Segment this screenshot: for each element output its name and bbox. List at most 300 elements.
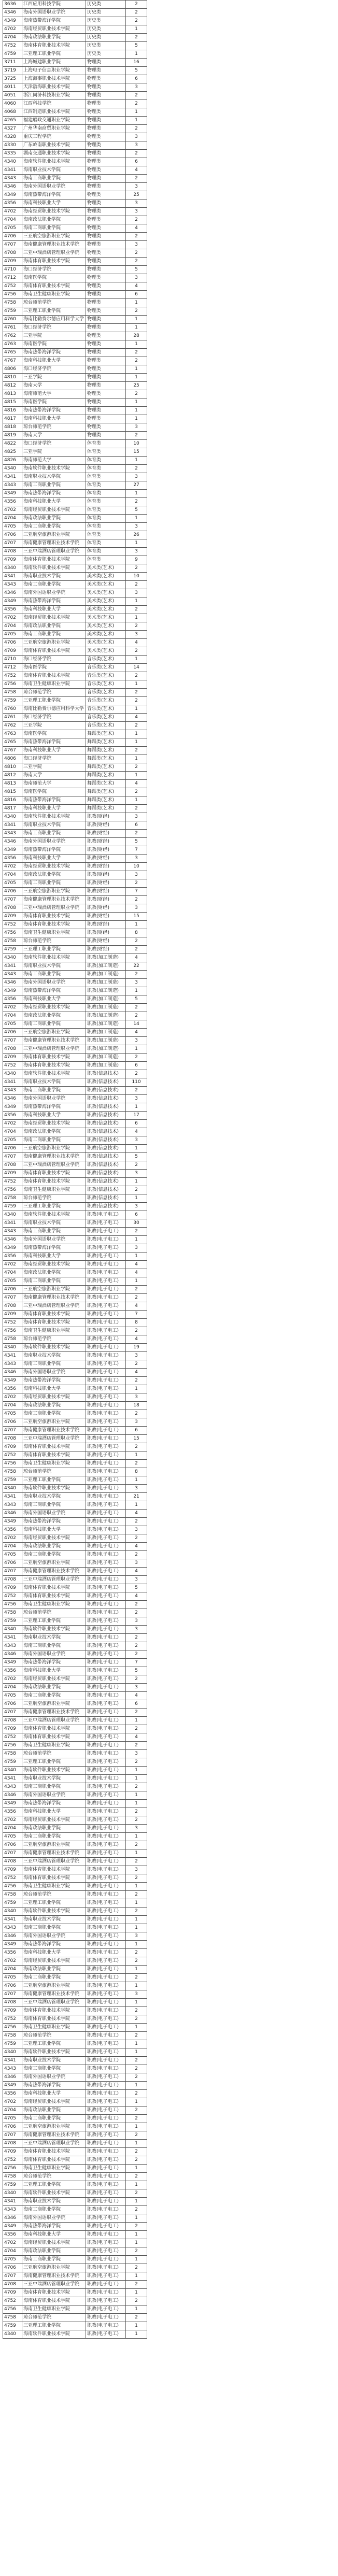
school-name-cell: 海南工商职业学院 bbox=[22, 1783, 86, 1791]
category-cell: 职教(电子电工) bbox=[86, 1269, 126, 1277]
school-name-cell: 三亚理工职业学院 bbox=[22, 1899, 86, 1908]
table-row bbox=[3, 689, 147, 697]
school-name-cell: 海南科技职业大学 bbox=[22, 357, 86, 365]
code-cell: 4340 bbox=[3, 1767, 22, 1775]
category-cell: 职教(电子电工) bbox=[86, 1443, 126, 1451]
plan-count-cell: 1 bbox=[126, 2272, 147, 2281]
table-row bbox=[3, 1916, 147, 1924]
table-row bbox=[3, 2156, 147, 2165]
category-cell: 职教(电子电工) bbox=[86, 1858, 126, 1866]
table-row bbox=[3, 656, 147, 664]
code-cell: 4812 bbox=[3, 382, 22, 390]
category-cell: 物理类 bbox=[86, 316, 126, 324]
category-cell: 舞蹈类(艺术) bbox=[86, 747, 126, 755]
code-cell: 4328 bbox=[3, 133, 22, 141]
code-cell: 4343 bbox=[3, 1783, 22, 1791]
code-cell: 4349 bbox=[3, 1377, 22, 1385]
code-cell: 4702 bbox=[3, 25, 22, 34]
code-cell: 4340 bbox=[3, 564, 22, 573]
school-name-cell: 琼台师范学院 bbox=[22, 2314, 86, 2322]
table-row bbox=[3, 697, 147, 705]
table-row bbox=[3, 2131, 147, 2140]
plan-count-cell: 2 bbox=[126, 2247, 147, 2256]
school-name-cell: 海南政法职业学院 bbox=[22, 216, 86, 224]
plan-count-cell: 2 bbox=[126, 1642, 147, 1650]
school-name-cell: 海南经贸职业技术学院 bbox=[22, 2098, 86, 2107]
code-cell: 4705 bbox=[3, 1410, 22, 1418]
school-name-cell: 海南工商职业学院 bbox=[22, 2256, 86, 2264]
code-cell: 4340 bbox=[3, 1908, 22, 1916]
table-row bbox=[3, 100, 147, 108]
category-cell: 职教(电子电工) bbox=[86, 2231, 126, 2239]
plan-count-cell: 1 bbox=[126, 374, 147, 382]
code-cell: 4356 bbox=[3, 855, 22, 863]
plan-count-cell: 10 bbox=[126, 440, 147, 448]
table-body bbox=[3, 1, 147, 2339]
code-cell: 4708 bbox=[3, 1999, 22, 2007]
code-cell: 4346 bbox=[3, 1095, 22, 1103]
plan-count-cell: 2 bbox=[126, 2189, 147, 2198]
code-cell: 4756 bbox=[3, 2305, 22, 2314]
category-cell: 职教(财经) bbox=[86, 838, 126, 846]
plan-count-cell: 4 bbox=[126, 224, 147, 233]
code-cell: 4341 bbox=[3, 573, 22, 581]
school-name-cell: 上海海事职业技术学院 bbox=[22, 75, 86, 83]
code-cell: 4706 bbox=[3, 1700, 22, 1709]
school-name-cell: 三亚中瑞酒店管理职业学院 bbox=[22, 548, 86, 556]
table-row bbox=[3, 1211, 147, 1219]
category-cell: 物理类 bbox=[86, 233, 126, 241]
school-name-cell: 海南体育职业技术学院 bbox=[22, 2289, 86, 2297]
school-name-cell: 海南科技职业大学 bbox=[22, 1526, 86, 1534]
table-row bbox=[3, 1592, 147, 1601]
category-cell: 职教(电子电工) bbox=[86, 2281, 126, 2289]
school-name-cell: 海南热带海洋学院 bbox=[22, 1800, 86, 1808]
table-row bbox=[3, 291, 147, 299]
table-row bbox=[3, 1601, 147, 1609]
plan-count-cell: 4 bbox=[126, 1261, 147, 1269]
code-cell: 4706 bbox=[3, 639, 22, 647]
plan-count-cell: 2 bbox=[126, 1891, 147, 1899]
table-row bbox=[3, 407, 147, 415]
code-cell: 4709 bbox=[3, 258, 22, 266]
school-name-cell: 海南工商职业学院 bbox=[22, 523, 86, 531]
plan-count-cell: 3 bbox=[126, 1932, 147, 1941]
category-cell: 体育类 bbox=[86, 539, 126, 548]
school-name-cell: 海南健康管理职业技术学院 bbox=[22, 1709, 86, 1717]
code-cell: 4825 bbox=[3, 448, 22, 457]
plan-count-cell: 1 bbox=[126, 2322, 147, 2330]
table-row bbox=[3, 772, 147, 780]
school-name-cell: 海南经贸职业技术学院 bbox=[22, 863, 86, 871]
table-row bbox=[3, 224, 147, 233]
school-name-cell: 海南政法职业学院 bbox=[22, 34, 86, 42]
category-cell: 职教(电子电工) bbox=[86, 1352, 126, 1360]
table-row bbox=[3, 125, 147, 133]
code-cell: 4343 bbox=[3, 971, 22, 979]
category-cell: 物理类 bbox=[86, 365, 126, 374]
table-row bbox=[3, 1145, 147, 1153]
table-row bbox=[3, 1526, 147, 1534]
school-name-cell: 海南软件职业技术学院 bbox=[22, 2048, 86, 2057]
table-row bbox=[3, 664, 147, 672]
plan-count-cell: 5 bbox=[126, 1667, 147, 1675]
school-name-cell: 海南科技职业大学 bbox=[22, 498, 86, 506]
plan-count-cell: 2 bbox=[126, 175, 147, 183]
category-cell: 职教(电子电工) bbox=[86, 1941, 126, 1949]
school-name-cell: 三亚理工职业学院 bbox=[22, 50, 86, 59]
school-name-cell: 海南热带海洋学院 bbox=[22, 1377, 86, 1385]
table-row bbox=[3, 2214, 147, 2223]
category-cell: 职教(电子电工) bbox=[86, 1675, 126, 1684]
category-cell: 舞蹈类(艺术) bbox=[86, 730, 126, 738]
code-cell: 4756 bbox=[3, 929, 22, 937]
plan-count-cell: 3 bbox=[126, 1526, 147, 1534]
plan-count-cell: 1 bbox=[126, 2289, 147, 2297]
category-cell: 职教(信息技术) bbox=[86, 1078, 126, 1087]
school-name-cell: 三亚航空旅游职业学院 bbox=[22, 639, 86, 647]
table-row bbox=[3, 995, 147, 1004]
plan-count-cell: 3 bbox=[126, 855, 147, 863]
category-cell: 历史类 bbox=[86, 17, 126, 25]
plan-count-cell: 2 bbox=[126, 1758, 147, 1767]
school-name-cell: 江西应用科技学院 bbox=[22, 1, 86, 9]
plan-count-cell: 2 bbox=[126, 2073, 147, 2082]
table-row bbox=[3, 1112, 147, 1120]
school-name-cell: 海南工商职业学院 bbox=[22, 1501, 86, 1510]
plan-count-cell: 26 bbox=[126, 531, 147, 539]
plan-count-cell: 16 bbox=[126, 59, 147, 67]
table-row bbox=[3, 921, 147, 929]
table-row bbox=[3, 1070, 147, 1078]
school-name-cell: 上海城建职业学院 bbox=[22, 59, 86, 67]
category-cell: 职教(电子电工) bbox=[86, 2189, 126, 2198]
category-cell: 职教(财经) bbox=[86, 896, 126, 904]
plan-count-cell: 4 bbox=[126, 1543, 147, 1551]
plan-count-cell: 1 bbox=[126, 407, 147, 415]
code-cell: 4752 bbox=[3, 1733, 22, 1742]
school-name-cell: 海南医学院 bbox=[22, 399, 86, 407]
table-row bbox=[3, 539, 147, 548]
school-name-cell: 琼台师范学院 bbox=[22, 1194, 86, 1203]
plan-count-cell: 1 bbox=[126, 796, 147, 805]
code-cell: 4704 bbox=[3, 1269, 22, 1277]
category-cell: 物理类 bbox=[86, 349, 126, 357]
plan-count-cell: 2 bbox=[126, 307, 147, 316]
school-name-cell: 海南比勒费尔德应用科学大学 bbox=[22, 316, 86, 324]
table-row bbox=[3, 1186, 147, 1194]
plan-count-cell: 2 bbox=[126, 1377, 147, 1385]
category-cell: 职教(信息技术) bbox=[86, 1070, 126, 1078]
table-row bbox=[3, 423, 147, 432]
code-cell: 4706 bbox=[3, 1029, 22, 1037]
table-row bbox=[3, 200, 147, 208]
table-row bbox=[3, 1194, 147, 1203]
category-cell: 职教(电子电工) bbox=[86, 2032, 126, 2040]
school-name-cell: 海南职业技术学院 bbox=[22, 1775, 86, 1783]
plan-count-cell: 2 bbox=[126, 1286, 147, 1294]
category-cell: 体育类 bbox=[86, 531, 126, 539]
table-row bbox=[3, 1692, 147, 1700]
code-cell: 4706 bbox=[3, 531, 22, 539]
category-cell: 物理类 bbox=[86, 125, 126, 133]
plan-count-cell: 4 bbox=[126, 1335, 147, 1344]
category-cell: 职教(电子电工) bbox=[86, 1816, 126, 1825]
plan-count-cell: 1 bbox=[126, 2165, 147, 2173]
table-row bbox=[3, 1153, 147, 1161]
code-cell: 4708 bbox=[3, 1045, 22, 1054]
category-cell: 体育类 bbox=[86, 548, 126, 556]
school-name-cell: 海南政法职业学院 bbox=[22, 871, 86, 879]
table-row bbox=[3, 1974, 147, 1982]
table-row bbox=[3, 1808, 147, 1816]
code-cell: 4051 bbox=[3, 92, 22, 100]
school-name-cell: 海南政法职业学院 bbox=[22, 1543, 86, 1551]
category-cell: 职教(财经) bbox=[86, 830, 126, 838]
school-name-cell: 海南大学 bbox=[22, 772, 86, 780]
code-cell: 4709 bbox=[3, 1866, 22, 1874]
plan-count-cell: 4 bbox=[126, 1029, 147, 1037]
category-cell: 物理类 bbox=[86, 382, 126, 390]
category-cell: 职教(电子电工) bbox=[86, 1684, 126, 1692]
school-name-cell: 海南卫生健康职业学院 bbox=[22, 1460, 86, 1468]
category-cell: 物理类 bbox=[86, 216, 126, 224]
school-name-cell: 海南热带海洋学院 bbox=[22, 1941, 86, 1949]
table-row bbox=[3, 1095, 147, 1103]
code-cell: 4709 bbox=[3, 913, 22, 921]
category-cell: 职教(财经) bbox=[86, 929, 126, 937]
category-cell: 职教(电子电工) bbox=[86, 1908, 126, 1916]
school-name-cell: 上海电子信息职业学院 bbox=[22, 67, 86, 75]
school-name-cell: 三亚理工职业学院 bbox=[22, 1617, 86, 1626]
plan-count-cell: 2 bbox=[126, 2090, 147, 2098]
category-cell: 物理类 bbox=[86, 133, 126, 141]
school-name-cell: 海南工商职业学院 bbox=[22, 1924, 86, 1932]
school-name-cell: 海南体育职业技术学院 bbox=[22, 258, 86, 266]
table-row bbox=[3, 1120, 147, 1128]
code-cell: 4707 bbox=[3, 241, 22, 249]
school-name-cell: 海南工商职业学院 bbox=[22, 879, 86, 888]
school-name-cell: 海南热带海洋学院 bbox=[22, 987, 86, 995]
category-cell: 物理类 bbox=[86, 432, 126, 440]
table-row bbox=[3, 1841, 147, 1849]
plan-count-cell: 1 bbox=[126, 1385, 147, 1393]
plan-count-cell: 4 bbox=[126, 954, 147, 962]
code-cell: 4341 bbox=[3, 166, 22, 175]
code-cell: 4346 bbox=[3, 1510, 22, 1518]
school-name-cell: 海南工商职业学院 bbox=[22, 1410, 86, 1418]
table-row bbox=[3, 1377, 147, 1385]
school-name-cell: 海南热带海洋学院 bbox=[22, 191, 86, 200]
category-cell: 职教(电子电工) bbox=[86, 2305, 126, 2314]
table-row bbox=[3, 805, 147, 813]
plan-count-cell: 4 bbox=[126, 282, 147, 291]
table-row bbox=[3, 1982, 147, 1990]
plan-count-cell: 2 bbox=[126, 1816, 147, 1825]
code-cell: 4356 bbox=[3, 200, 22, 208]
table-row bbox=[3, 216, 147, 224]
school-name-cell: 海南工商职业学院 bbox=[22, 581, 86, 589]
school-name-cell: 海口经济学院 bbox=[22, 714, 86, 722]
code-cell: 4758 bbox=[3, 1194, 22, 1203]
plan-count-cell: 3 bbox=[126, 241, 147, 249]
code-cell: 4817 bbox=[3, 805, 22, 813]
table-row bbox=[3, 1957, 147, 1966]
table-row bbox=[3, 282, 147, 291]
category-cell: 职教(电子电工) bbox=[86, 1891, 126, 1899]
code-cell: 4706 bbox=[3, 1559, 22, 1568]
code-cell: 4346 bbox=[3, 1791, 22, 1800]
school-name-cell: 海南工商职业学院 bbox=[22, 1833, 86, 1841]
plan-count-cell: 2 bbox=[126, 689, 147, 697]
code-cell: 4702 bbox=[3, 1816, 22, 1825]
school-name-cell: 三亚航空旅游职业学院 bbox=[22, 1418, 86, 1427]
plan-count-cell: 1 bbox=[126, 2140, 147, 2148]
category-cell: 音乐类(艺术) bbox=[86, 722, 126, 730]
school-name-cell: 海南科技职业大学 bbox=[22, 747, 86, 755]
plan-count-cell: 1 bbox=[126, 1501, 147, 1510]
plan-count-cell: 4 bbox=[126, 1302, 147, 1311]
school-name-cell: 海南体育职业技术学院 bbox=[22, 1592, 86, 1601]
school-name-cell: 海南健康管理职业技术学院 bbox=[22, 1153, 86, 1161]
category-cell: 美术类(艺术) bbox=[86, 564, 126, 573]
school-name-cell: 琼台师范学院 bbox=[22, 2173, 86, 2181]
code-cell: 4759 bbox=[3, 307, 22, 316]
category-cell: 职教(电子电工) bbox=[86, 1725, 126, 1733]
table-row bbox=[3, 1800, 147, 1808]
code-cell: 4707 bbox=[3, 1990, 22, 1999]
category-cell: 物理类 bbox=[86, 200, 126, 208]
category-cell: 物理类 bbox=[86, 274, 126, 282]
code-cell: 4705 bbox=[3, 523, 22, 531]
school-name-cell: 海南工商职业学院 bbox=[22, 175, 86, 183]
table-row bbox=[3, 1369, 147, 1377]
school-name-cell: 海南工商职业学院 bbox=[22, 1136, 86, 1145]
table-row bbox=[3, 1634, 147, 1642]
table-row bbox=[3, 1833, 147, 1841]
category-cell: 美术类(艺术) bbox=[86, 597, 126, 606]
plan-count-cell: 1 bbox=[126, 2048, 147, 2057]
table-row bbox=[3, 299, 147, 307]
plan-count-cell: 2 bbox=[126, 34, 147, 42]
category-cell: 体育类 bbox=[86, 481, 126, 490]
category-cell: 职教(电子电工) bbox=[86, 2107, 126, 2115]
school-name-cell: 海南工商职业学院 bbox=[22, 2065, 86, 2073]
category-cell: 舞蹈类(艺术) bbox=[86, 772, 126, 780]
code-cell: 4702 bbox=[3, 208, 22, 216]
school-name-cell: 海南软件职业技术学院 bbox=[22, 1908, 86, 1916]
table-row bbox=[3, 2173, 147, 2181]
plan-count-cell: 7 bbox=[126, 1311, 147, 1319]
code-cell: 4708 bbox=[3, 2281, 22, 2289]
category-cell: 职教(电子电工) bbox=[86, 2223, 126, 2231]
table-row bbox=[3, 150, 147, 158]
school-name-cell: 海南职业技术学院 bbox=[22, 821, 86, 830]
category-cell: 职教(电子电工) bbox=[86, 1650, 126, 1659]
school-name-cell: 海南外国语职业学院 bbox=[22, 2214, 86, 2223]
category-cell: 职教(电子电工) bbox=[86, 2098, 126, 2107]
table-row bbox=[3, 108, 147, 117]
table-row bbox=[3, 871, 147, 879]
school-name-cell: 福建船政交通职业学院 bbox=[22, 117, 86, 125]
code-cell: 4704 bbox=[3, 622, 22, 631]
plan-count-cell: 1 bbox=[126, 324, 147, 332]
school-name-cell: 三亚学院 bbox=[22, 763, 86, 772]
school-name-cell: 海南师范大学 bbox=[22, 457, 86, 465]
table-row bbox=[3, 2148, 147, 2156]
table-row bbox=[3, 332, 147, 340]
school-name-cell: 海南工商职业学院 bbox=[22, 2115, 86, 2123]
table-row bbox=[3, 1460, 147, 1468]
category-cell: 职教(财经) bbox=[86, 904, 126, 913]
table-row bbox=[3, 2330, 147, 2339]
plan-count-cell: 3 bbox=[126, 979, 147, 987]
school-name-cell: 琼台师范学院 bbox=[22, 1891, 86, 1899]
school-name-cell: 海南热带海洋学院 bbox=[22, 738, 86, 747]
table-row bbox=[3, 1700, 147, 1709]
table-row bbox=[3, 1385, 147, 1393]
category-cell: 职教(电子电工) bbox=[86, 2015, 126, 2024]
category-cell: 职教(加工制造) bbox=[86, 995, 126, 1004]
table-row bbox=[3, 589, 147, 597]
school-name-cell: 海南体育职业技术学院 bbox=[22, 2015, 86, 2024]
school-name-cell: 海南政法职业学院 bbox=[22, 515, 86, 523]
table-row bbox=[3, 390, 147, 399]
table-row bbox=[3, 2281, 147, 2289]
school-name-cell: 三亚航空旅游职业学院 bbox=[22, 2264, 86, 2272]
category-cell: 物理类 bbox=[86, 108, 126, 117]
code-cell: 4705 bbox=[3, 2115, 22, 2123]
code-cell: 4706 bbox=[3, 233, 22, 241]
plan-count-cell: 4 bbox=[126, 780, 147, 788]
category-cell: 职教(电子电工) bbox=[86, 1692, 126, 1700]
code-cell: 4704 bbox=[3, 216, 22, 224]
table-row bbox=[3, 1335, 147, 1344]
table-row bbox=[3, 747, 147, 755]
plan-count-cell: 3 bbox=[126, 1244, 147, 1253]
plan-count-cell: 25 bbox=[126, 191, 147, 200]
school-name-cell: 海南科技职业大学 bbox=[22, 2090, 86, 2098]
school-name-cell: 海南热带海洋学院 bbox=[22, 1103, 86, 1112]
category-cell: 职教(电子电工) bbox=[86, 2082, 126, 2090]
plan-count-cell: 5 bbox=[126, 838, 147, 846]
code-cell: 4706 bbox=[3, 1841, 22, 1849]
school-name-cell: 海南工商职业学院 bbox=[22, 1642, 86, 1650]
code-cell: 4349 bbox=[3, 597, 22, 606]
school-name-cell: 海南科技职业大学 bbox=[22, 855, 86, 863]
category-cell: 美术类(艺术) bbox=[86, 581, 126, 589]
plan-count-cell: 6 bbox=[126, 291, 147, 299]
table-row bbox=[3, 830, 147, 838]
code-cell: 4349 bbox=[3, 1103, 22, 1112]
table-row bbox=[3, 1717, 147, 1725]
code-cell: 4760 bbox=[3, 316, 22, 324]
school-name-cell: 海南师范大学 bbox=[22, 780, 86, 788]
school-name-cell: 海南健康管理职业技术学院 bbox=[22, 1849, 86, 1858]
code-cell: 4758 bbox=[3, 1750, 22, 1758]
plan-count-cell: 15 bbox=[126, 1435, 147, 1443]
plan-count-cell: 3 bbox=[126, 904, 147, 913]
plan-count-cell: 2 bbox=[126, 2015, 147, 2024]
table-row bbox=[3, 796, 147, 805]
plan-count-cell: 2 bbox=[126, 150, 147, 158]
code-cell: 4756 bbox=[3, 2024, 22, 2032]
code-cell: 4810 bbox=[3, 374, 22, 382]
table-row bbox=[3, 2140, 147, 2148]
category-cell: 职教(电子电工) bbox=[86, 1634, 126, 1642]
school-name-cell: 海南热带海洋学院 bbox=[22, 597, 86, 606]
category-cell: 职教(电子电工) bbox=[86, 1236, 126, 1244]
